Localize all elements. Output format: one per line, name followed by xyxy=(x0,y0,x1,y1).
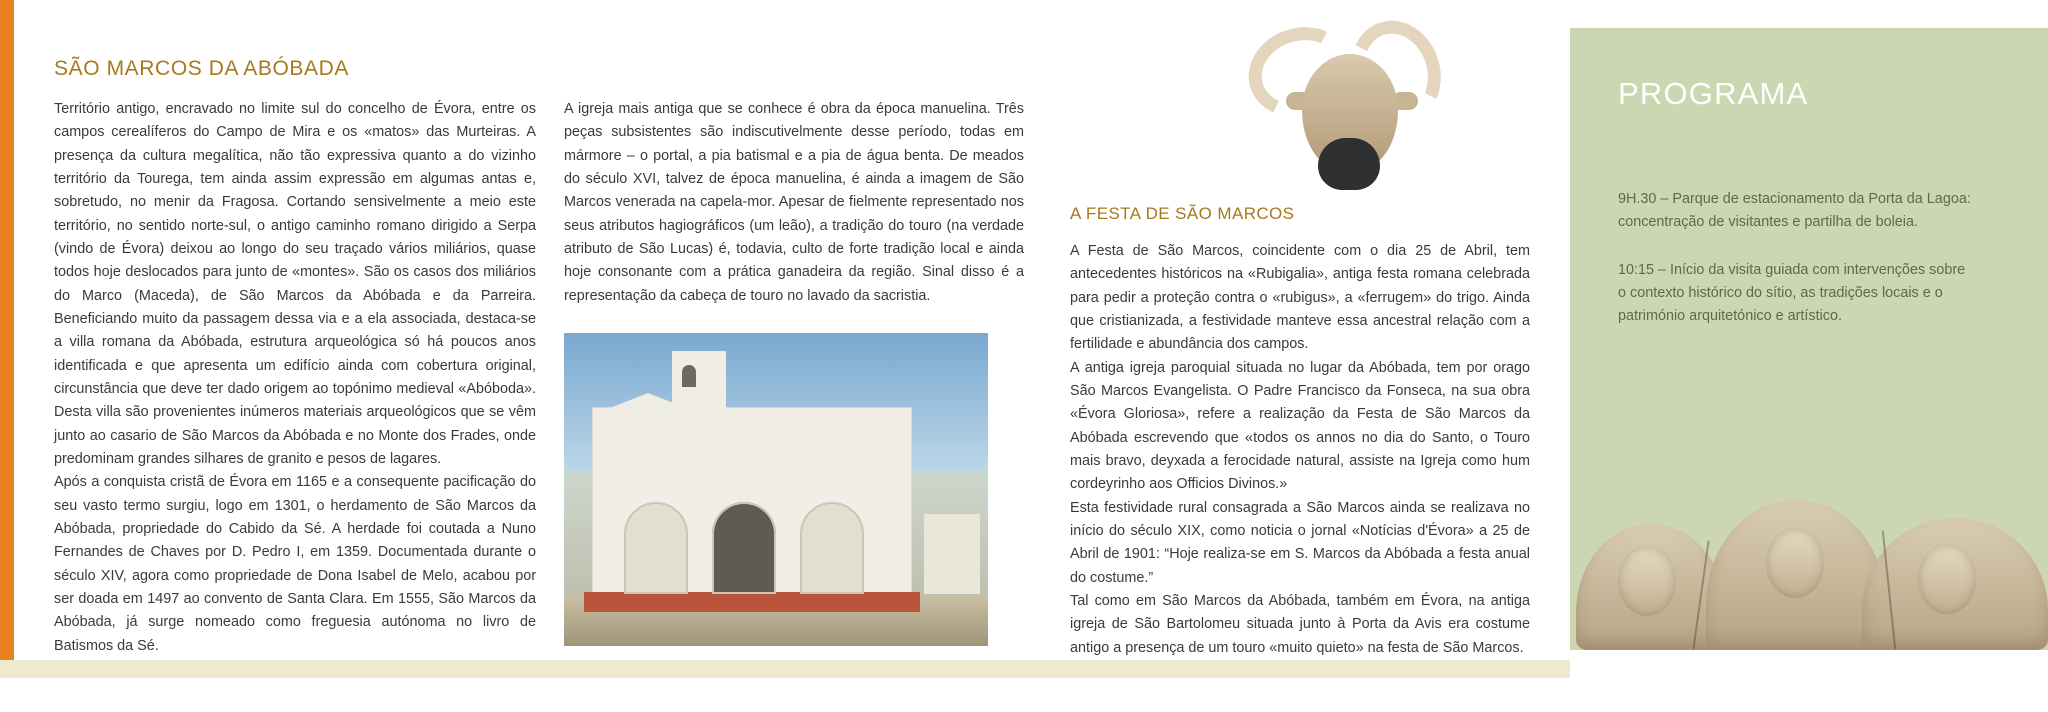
frieze-carved-face xyxy=(1618,546,1676,616)
paragraph: Território antigo, encravado no limite sul do concelho de Évora, entre os campos cerealíferos do Campo de Mira e os «matos» das Murteiras. A presença da cultura megalítica, não tão expressiva quanto a do vizinho território da Tourega, tem ainda assim expressão em algumas antas e, sobretudo, no menir da Fragosa. Cortando sensivelmente a meio este território, no sentido norte-sul, o antigo caminho romano dirigido a Serpa (vindo de Évora) deixou ao longo do seu traçado vários miliários, quase todos hoje deslocados para junto de «montes». São os casos dos miliários do Marco (Maceda), de São Marcos da Abóbada e da Parreira. Beneficiando muito da passagem dessa via e a ela associada, destaca-se a villa romana da Abóbada, estrutura arqueológica só há poucos anos identificada e que apresenta um edifício ainda com cobertura original, circunstância que deve ter dado origem ao topónimo medieval «Abóboda». Desta villa são provenientes inúmeros materiais arqueológicos que se vêm junto ao casario de São Marcos da Abóbada e no Monte dos Frades, onde predominam grandes silhares de granito e pesos de lagares. xyxy=(54,101,536,467)
paragraph: Tal como em São Marcos da Abóbada, também em Évora, na antiga igreja de São Bartolomeu situada junto à Porta da Avis era costume antigo a presença de um touro «muito quieto» na festa de São Marcos. xyxy=(1070,592,1530,656)
paragraph: A Festa de São Marcos, coincidente com o dia 25 de Abril, tem antecedentes históricos na «Rubigalia», antiga festa romana celebrada para pedir a proteção contra o «rubigus», a «ferrugem» do trigo. Ainda que cristianizada, a festividade manteve essa ancestral relação com a fertilidade e abundância dos campos. xyxy=(1070,243,1530,353)
photo-arch xyxy=(800,502,864,594)
body-column-2 xyxy=(564,98,1024,308)
photo-bell-tower xyxy=(672,351,726,421)
stone-frieze-illustration xyxy=(1570,440,2048,650)
photo-arch xyxy=(624,502,688,594)
bull-head-icon xyxy=(1240,18,1470,198)
church-photograph xyxy=(564,333,988,646)
left-accent-bar xyxy=(0,0,14,660)
subsection-title: A FESTA DE SÃO MARCOS xyxy=(1070,204,1295,224)
photo-arch xyxy=(712,502,776,594)
program-title: PROGRAMA xyxy=(1618,76,1809,111)
photo-red-plinth xyxy=(584,592,920,612)
paragraph: A antiga igreja paroquial situada no lugar da Abóbada, tem por orago São Marcos Evangelista. O Padre Francisco da Fonseca, na sua obra «Évora Gloriosa», refere a realização da Festa de São Marcos da Abóbada escrevendo que «todos os annos no dia do Santo, o Touro mais bravo, deyxada a ferocidade natural, assiste na Igreja como hum cordeyrinho aos Officios Divinos.» xyxy=(1070,359,1530,493)
page-title: SÃO MARCOS DA ABÓBADA xyxy=(54,57,350,81)
list-item: 10:15 – Início da visita guiada com intervenções sobre o contexto histórico do sítio, as tradições locais e o património arquitetónico e artístico. xyxy=(1618,261,1966,325)
frieze-carved-face xyxy=(1766,528,1824,598)
bottom-white-band xyxy=(0,678,1570,712)
list-item: 9H.30 – Parque de estacionamento da Porta da Lagoa: concentração de visitantes e partilha de boleia. xyxy=(1618,191,1971,231)
program-list xyxy=(1618,188,1974,353)
bottom-cream-band xyxy=(0,660,1570,678)
frieze-carved-face xyxy=(1918,544,1976,614)
paragraph: A igreja mais antiga que se conhece é obra da época manuelina. Três peças subsistentes são indiscutivelmente desse período, todas em mármore – o portal, a pia batismal e a pia de água benta. De meados do século XVI, talvez de época manuelina, é ainda a imagem de São Marcos venerada na capela-mor. Apesar de fielmente representado nos seus atributos hagiográficos (um leão), a tradição do touro (na verdade atributo de São Lucas) é, todavia, culto de forte tradição local e ainda hoje consonante com a prática ganadeira da região. Sinal disso é a representação da cabeça de touro no lavado da sacristia. xyxy=(564,101,1024,304)
paragraph: Esta festividade rural consagrada a São Marcos ainda se realizava no início do século XIX, como noticia o jornal «Notícias d'Évora» a 25 de Abril de 1901: “Hoje realiza-se em S. Marcos da Abóbada a festa anual do costume.” xyxy=(1070,499,1530,586)
body-column-3 xyxy=(1070,240,1530,660)
body-column-1 xyxy=(54,98,536,658)
program-panel xyxy=(1570,28,2048,650)
photo-side-wall xyxy=(924,514,980,594)
bull-muzzle xyxy=(1318,138,1380,190)
paragraph: Após a conquista cristã de Évora em 1165 e a consequente pacificação do seu vasto termo surgiu, logo em 1301, o herdamento de São Marcos da Abóbada, propriedade do Cabido da Sé. A herdade foi coutada a Nuno Fernandes de Chaves por D. Pedro I, em 1359. Documentada durante o século XIV, agora como propriedade de Dona Isabel de Melo, acabou por ser doada em 1497 ao convento de Santa Clara. Em 1555, São Marcos da Abóbada, já surge nomeado como freguesia autónoma no livro de Batismos da Sé. xyxy=(54,474,536,654)
